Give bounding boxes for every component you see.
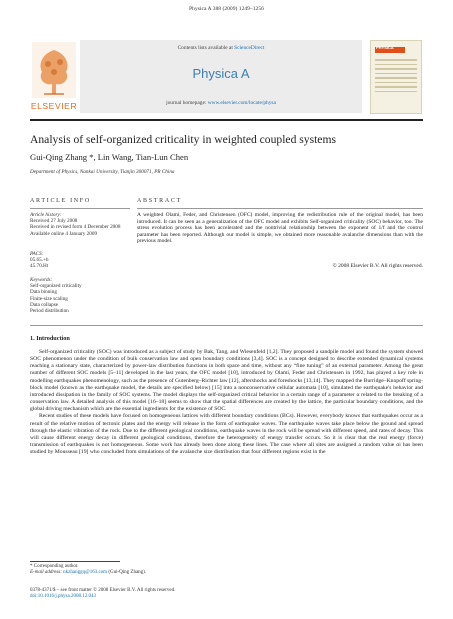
section-heading-introduction: 1. Introduction bbox=[30, 335, 70, 342]
article-history bbox=[30, 212, 130, 237]
pacs-code: 05.65.+b bbox=[30, 257, 49, 264]
keywords-label: Keywords: bbox=[30, 277, 53, 283]
keyword: Data collapse bbox=[30, 301, 59, 308]
contents-prefix: Contents lists available at bbox=[177, 45, 235, 51]
email-link[interactable]: nkzhanggq@163.com bbox=[63, 570, 108, 576]
homepage-line bbox=[80, 100, 362, 106]
journal-title: Physica A bbox=[192, 66, 250, 81]
contents-line bbox=[80, 45, 362, 51]
body-paragraph: Self-organized criticality (SOC) was introduced as a subject of study by Bak, Tang, and Wiesenfeld [1,2]. They proposed a sandpile model and found the system showed SOC phenomenon under the condition of bulk conservation law and open boundary conditions [3,4]. SOC is a concept designed to describe extended dynamical systems reaching a stationary state, characterized by power-law distribution functions in both space and time, without any “fine tuning” of an external parameter. Among the great number of different SOC models [5–11] developed in the last years, the OFC model [10], introduced by Olami, Feder and Christensen in 1992, has played a key role in modelling earthquakes phenomenology, such as the presence of Gutenberg–Richter law [12], aftershocks and foreshocks [13,14]. They mapped the Burridge–Knopoff spring-block model (known as the earthquake model, the details are specified below) [15] into a nonconservative cellular automata [10], simulated the earthquake's behavior and introduced dissipation in the family of SOC systems. The model displays the self-organized critical behavior in a certain range of a parameter α related to the breaking of a conservation law. A detailed analysis of this model [16–18] seems to show that the spatial differences are created by the lattice, the particular boundary conditions, and the global driving mechanism which are the essential ingredients for the existence of SOC. bbox=[30, 349, 423, 413]
introduction-body bbox=[30, 349, 423, 456]
homepage-prefix: journal homepage: bbox=[166, 100, 208, 106]
cover-label: PHYSICA bbox=[376, 45, 394, 50]
article-info-heading: ARTICLE INFO bbox=[30, 198, 91, 204]
footnote bbox=[30, 564, 146, 576]
journal-cover-thumbnail bbox=[370, 40, 422, 114]
keywords-block bbox=[30, 277, 130, 314]
issn-line: 0378-4371/$ – see front matter © 2008 Elsevier B.V. All rights reserved. bbox=[30, 588, 176, 593]
keyword: Period distribution bbox=[30, 308, 69, 315]
abstract-heading: ABSTRACT bbox=[137, 198, 182, 204]
publisher-wordmark: ELSEVIER bbox=[30, 101, 78, 111]
history-entry: Received in revised form 4 December 2008 bbox=[30, 224, 121, 231]
email-line bbox=[30, 570, 146, 576]
journal-homepage-link[interactable]: www.elsevier.com/locate/physa bbox=[207, 100, 276, 106]
author-affiliation: Department of Physics, Nankai University, Tianjin 300071, PR China bbox=[30, 169, 175, 175]
article-title: Analysis of self-organized criticality in weighted coupled systems bbox=[30, 133, 336, 146]
sciencedirect-link[interactable]: ScienceDirect bbox=[234, 45, 265, 51]
info-rule bbox=[30, 208, 130, 209]
body-paragraph: Recent studies of these models have focused on homogeneous lattices with different boundary conditions (BCs). However, everybody knows that earthquakes occur as a result of the relative motion of tectonic plates and the energy will release in the form of earthquake waves. The earthquake waves take place below the ground and spread through the elastic vibration of the rock. Due to the different geological conditions, earthquake waves in the rock will be spread with different speed, and rates of decay. This will cause different energy decay in different geological conditions, therefore the heterogeneity of energy transfer occurs. So it is clear that the real energy (force) transmission of earthquakes is not homogeneous. Some work has already been done along these lines. The case where all sites are assigned a random value αi has been studied by Mousseau [19] who concluded from simulations of the avalanche size distribution that four different regions exist in the bbox=[30, 413, 423, 456]
header-rule bbox=[30, 119, 423, 121]
doi-link[interactable]: doi:10.1016/j.physa.2008.12.043 bbox=[30, 594, 96, 600]
running-head: Physica A 388 (2009) 1249–1256 bbox=[189, 6, 264, 12]
keyword: Self-organized criticality bbox=[30, 283, 82, 290]
abstract-text: A weighted Olami, Feder, and Christensen (OFC) model, improving the redistribution rule of the original model, has been introduced. It can be seen as a generalization of the OFC model and exhibits Self-organized criticality (SOC) behavior, too. The stress evolution process has been accelerated and the nontrivial relationship between the exponent of 1/f and the control parameter has been reported. Although our model is simple, we obtained more reasonable avalanche dimensions than with the previous model. bbox=[137, 212, 423, 244]
keyword: Finite-size scaling bbox=[30, 295, 68, 302]
abstract-rule bbox=[137, 208, 423, 209]
footnote-rule bbox=[30, 561, 120, 562]
cover-lines bbox=[375, 59, 417, 95]
section-divider bbox=[30, 325, 423, 326]
keyword: Data binning bbox=[30, 289, 57, 296]
email-suffix: (Gui-Qing Zhang). bbox=[107, 570, 147, 576]
pacs-label: PACS: bbox=[30, 251, 44, 257]
history-entry: Received 27 July 2008 bbox=[30, 218, 78, 225]
history-label: Article history: bbox=[30, 212, 62, 218]
history-entry: Available online 4 January 2009 bbox=[30, 230, 98, 237]
pacs-block bbox=[30, 251, 130, 270]
email-label: E-mail address: bbox=[30, 570, 64, 576]
pacs-code: 45.70.Ht bbox=[30, 263, 49, 270]
abstract-copyright: © 2008 Elsevier B.V. All rights reserved. bbox=[332, 263, 423, 269]
bottom-metadata bbox=[30, 588, 175, 600]
corresponding-author-note: * Corresponding author. bbox=[30, 564, 79, 569]
article-authors: Gui-Qing Zhang *, Lin Wang, Tian-Lun Chen bbox=[30, 152, 189, 162]
